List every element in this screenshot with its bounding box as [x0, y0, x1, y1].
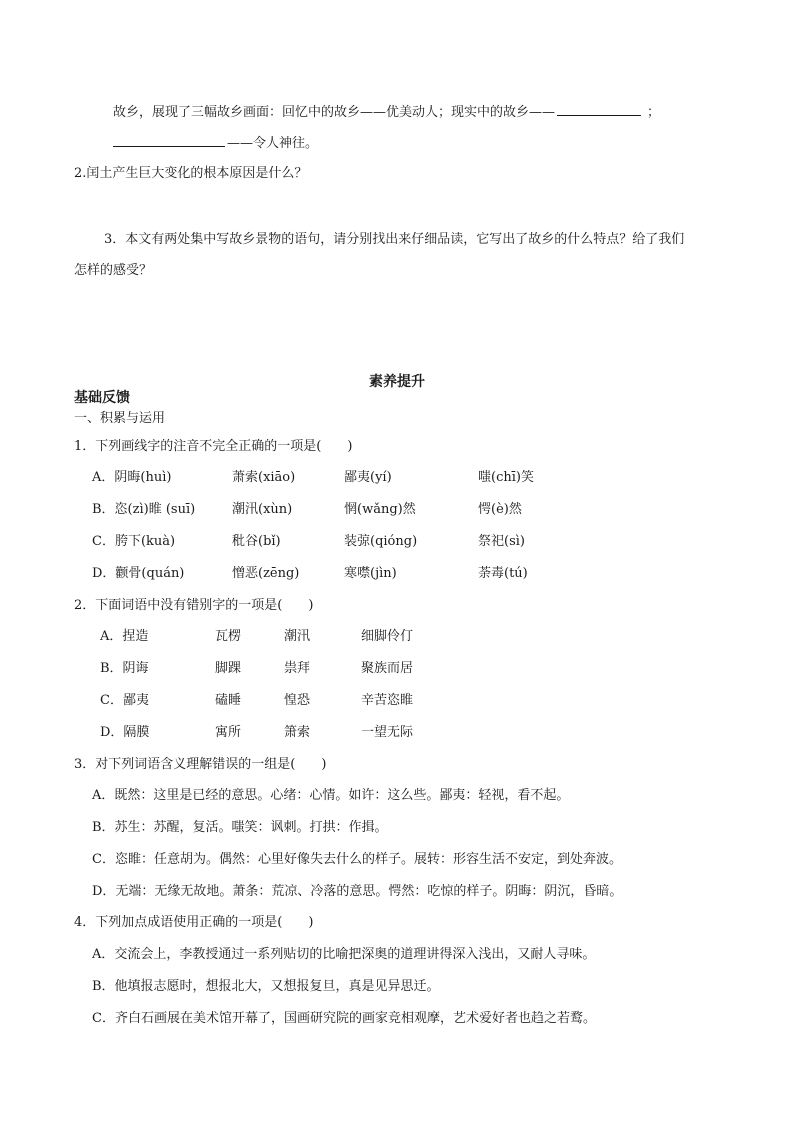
- q2-option-d-col1: D．隔膜: [100, 725, 150, 740]
- q1-option-d-col3: 寒噤(jìn): [344, 566, 397, 581]
- q3-option-c: C．恣睢：任意胡为。偶然：心里好像失去什么的样子。展转：形容生活不安定，到处奔波。: [92, 852, 622, 867]
- reading-question-3-line-1: 3．本文有两处集中写故乡景物的语句，请分别找出来仔细品读，它写出了故乡的什么特点？给了我们: [104, 232, 685, 247]
- q2-option-a-col1: A．捏造: [100, 629, 149, 644]
- question-1-stem: 1．下列画线字的注音不完全正确的一项是( ): [74, 439, 353, 454]
- intro-line-2: [113, 134, 318, 152]
- q3-option-d: D．无端：无缘无故地。萧条：荒凉、冷落的意思。愕然：吃惊的样子。阴晦：阴沉，昏暗。: [92, 884, 623, 899]
- q2-option-b-col2: 脚踝: [215, 661, 242, 676]
- q2-option-a-col2: 瓦楞: [215, 629, 242, 644]
- q3-option-a: A．既然：这里是已经的意思。心绪：心情。如许：这么些。鄙夷：轻视，看不起。: [92, 788, 570, 803]
- q1-option-a-col3: 鄙夷(yí): [344, 470, 392, 485]
- intro-text: ——令人神往。: [227, 136, 319, 151]
- intro-line-1: [113, 103, 660, 121]
- question-4-stem: 4．下列加点成语使用正确的一项是( ): [74, 915, 314, 930]
- q1-option-c-col4: 祭祀(sì): [478, 534, 525, 549]
- q2-option-c-col1: C．鄙夷: [100, 693, 149, 708]
- q1-option-c-col1: C．胯下(kuà): [92, 534, 176, 549]
- q1-option-c-col3: 装弶(qióng): [344, 534, 418, 549]
- q2-option-d-col2: 寓所: [215, 725, 242, 740]
- question-3-stem: 3．对下列词语含义理解错误的一组是( ): [74, 757, 327, 772]
- answer-blank: [113, 134, 225, 147]
- q1-option-d-col4: 荼毒(tú): [478, 566, 528, 581]
- question-2-stem: 2．下面词语中没有错别字的一项是( ): [74, 598, 314, 613]
- q2-option-c-col3: 惶恐: [284, 693, 311, 708]
- q1-option-a-col2: 萧索(xiāo): [232, 470, 296, 485]
- q1-option-a-col4: 嗤(chī)笑: [478, 470, 534, 485]
- q2-option-a-col4: 细脚伶仃: [361, 629, 414, 644]
- q1-option-d-col1: D．颧骨(quán): [92, 566, 185, 581]
- intro-text: 故乡，展现了三幅故乡画面：回忆中的故乡——优美动人；现实中的故乡——: [113, 105, 556, 120]
- q1-option-d-col2: 憎恶(zēng): [232, 566, 300, 581]
- q1-option-b-col2: 潮汛(xùn): [232, 502, 293, 517]
- answer-blank: [557, 103, 641, 116]
- q3-option-b: B．苏生：苏醒，复活。嗤笑：讽刺。打拱：作揖。: [92, 820, 388, 835]
- q2-option-d-col4: 一望无际: [361, 725, 414, 740]
- q2-option-a-col3: 潮汛: [284, 629, 311, 644]
- q2-option-b-col3: 祟拜: [284, 661, 311, 676]
- reading-question-3-line-2: 怎样的感受？: [74, 263, 153, 278]
- q1-option-b-col3: 惘(wǎng)然: [344, 502, 416, 517]
- q1-option-b-col4: 愕(è)然: [478, 502, 522, 517]
- intro-punct: ；: [647, 105, 661, 120]
- section-title: 素养提升: [369, 374, 425, 390]
- q2-option-c-col4: 辛苦恣睢: [361, 693, 414, 708]
- q2-option-b-col4: 聚族而居: [361, 661, 414, 676]
- q2-option-d-col3: 箫索: [284, 725, 311, 740]
- reading-question-2: 2.闰土产生巨大变化的根本原因是什么？: [74, 166, 308, 181]
- q2-option-b-col1: B．阴诲: [100, 661, 149, 676]
- part-heading: 一、积累与运用: [74, 411, 166, 426]
- q4-option-a: A．交流会上，李教授通过一系列贴切的比喻把深奥的道理讲得深入浅出，又耐人寻味。: [92, 947, 596, 962]
- q1-option-a-col1: A．阴晦(huì): [92, 470, 172, 485]
- q2-option-c-col2: 磕睡: [215, 693, 242, 708]
- q1-option-b-col1: B．恣(zì)睢 (suī): [92, 502, 196, 517]
- q1-option-c-col2: 秕谷(bǐ): [232, 534, 281, 549]
- q4-option-c: C．齐白石画展在美术馆开幕了，国画研究院的画家竞相观摩，艺术爱好者也趋之若鹜。: [92, 1011, 596, 1026]
- subsection-title: 基础反馈: [74, 390, 130, 406]
- q4-option-b: B．他填报志愿时，想报北大，又想报复旦，真是见异思迁。: [92, 979, 440, 994]
